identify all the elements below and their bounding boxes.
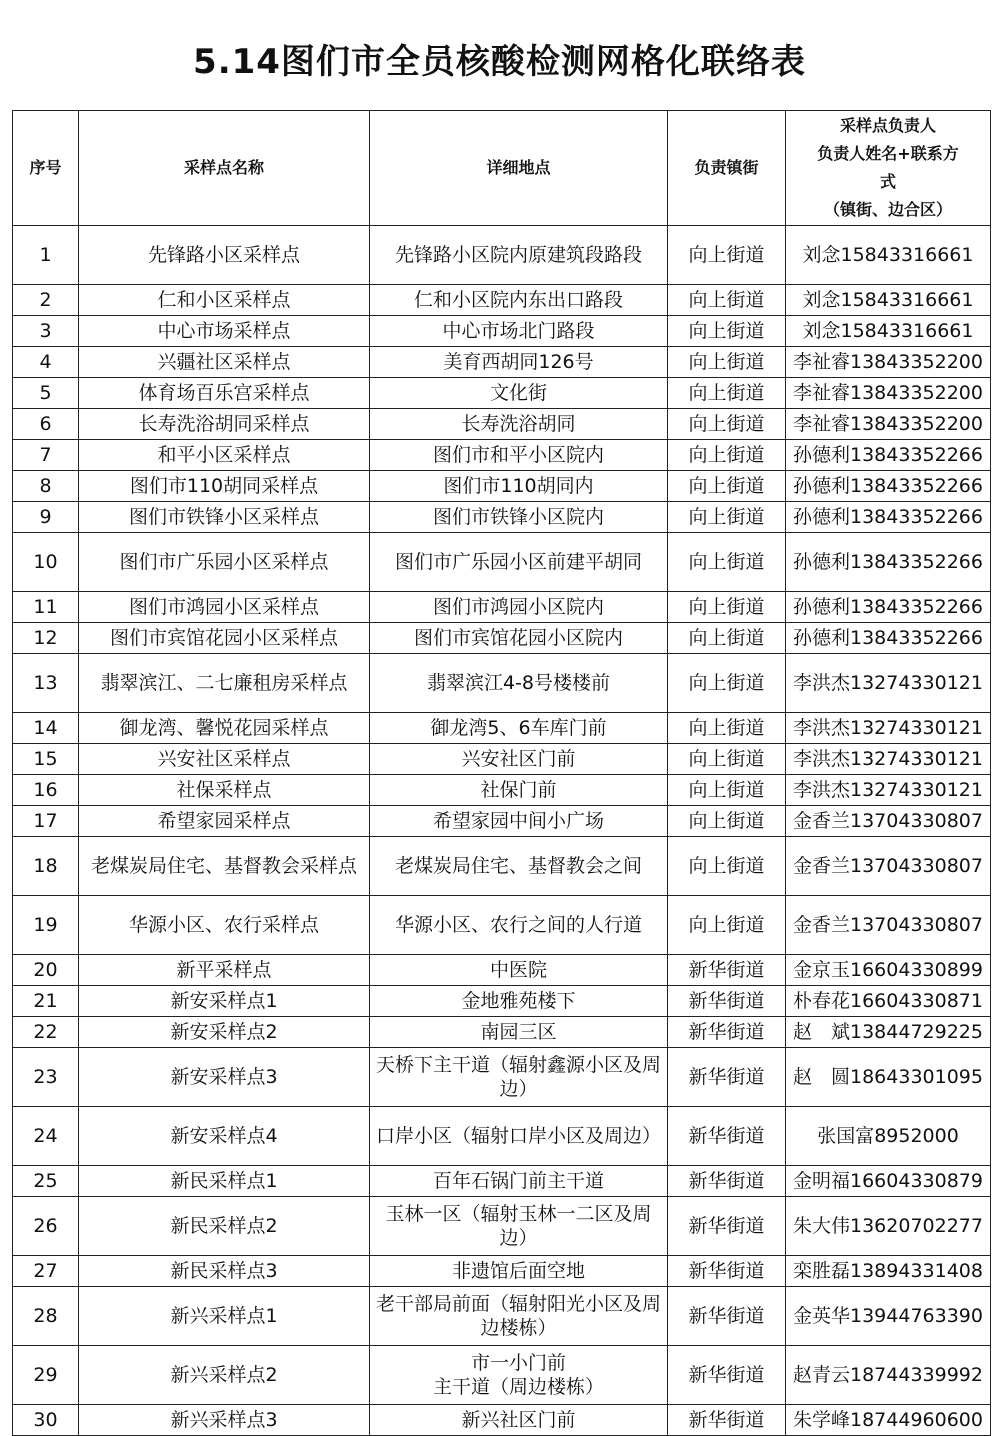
cell-address: 美育西胡同126号: [370, 347, 668, 378]
table-row: [13, 1017, 991, 1048]
cell-street: 新华街道: [668, 1346, 786, 1405]
cell-no: 2: [13, 285, 79, 316]
cell-street: 新华街道: [668, 1405, 786, 1436]
cell-no: 24: [13, 1107, 79, 1166]
cell-no: 20: [13, 955, 79, 986]
cell-address: 图们市广乐园小区前建平胡同: [370, 533, 668, 592]
cell-contact: 金京玉16604330899: [786, 955, 991, 986]
cell-contact: 孙德利13843352266: [786, 440, 991, 471]
header-address: 详细地点: [370, 111, 668, 226]
cell-address: 先锋路小区院内原建筑段路段: [370, 226, 668, 285]
table-row: [13, 744, 991, 775]
cell-site-name: 新安采样点2: [79, 1017, 370, 1048]
cell-street: 向上街道: [668, 471, 786, 502]
cell-address: 御龙湾5、6车库门前: [370, 713, 668, 744]
cell-site-name: 老煤炭局住宅、基督教会采样点: [79, 837, 370, 896]
cell-contact: 金香兰13704330807: [786, 837, 991, 896]
cell-street: 向上街道: [668, 896, 786, 955]
table-row: [13, 502, 991, 533]
cell-contact: 金明福16604330879: [786, 1166, 991, 1197]
cell-address: 图们市和平小区院内: [370, 440, 668, 471]
cell-street: 向上街道: [668, 347, 786, 378]
cell-site-name: 先锋路小区采样点: [79, 226, 370, 285]
cell-address: 图们市铁锋小区院内: [370, 502, 668, 533]
cell-address: 华源小区、农行之间的人行道: [370, 896, 668, 955]
cell-contact: 赵 斌13844729225: [786, 1017, 991, 1048]
header-contact-line-1: 采样点负责人: [839, 116, 936, 135]
cell-no: 10: [13, 533, 79, 592]
cell-address: 中医院: [370, 955, 668, 986]
table-row: [13, 1405, 991, 1436]
cell-street: 新华街道: [668, 1048, 786, 1107]
cell-no: 17: [13, 806, 79, 837]
cell-street: 向上街道: [668, 285, 786, 316]
table-row: [13, 1346, 991, 1405]
table-body: [13, 226, 991, 1436]
cell-address: 图们市110胡同内: [370, 471, 668, 502]
cell-street: 新华街道: [668, 1287, 786, 1346]
cell-site-name: 新安采样点1: [79, 986, 370, 1017]
cell-contact: 李洪杰13274330121: [786, 713, 991, 744]
cell-contact: 金香兰13704330807: [786, 896, 991, 955]
cell-address: 图们市宾馆花园小区院内: [370, 623, 668, 654]
cell-address: 百年石锅门前主干道: [370, 1166, 668, 1197]
cell-address: 老煤炭局住宅、基督教会之间: [370, 837, 668, 896]
cell-site-name: 御龙湾、馨悦花园采样点: [79, 713, 370, 744]
table-row: [13, 592, 991, 623]
cell-address: 社保门前: [370, 775, 668, 806]
cell-no: 13: [13, 654, 79, 713]
header-contact-line-2: 负责人姓名+联系方: [817, 144, 959, 163]
cell-no: 27: [13, 1256, 79, 1287]
cell-contact: 朱学峰18744960600: [786, 1405, 991, 1436]
cell-address: 天桥下主干道（辐射鑫源小区及周边）: [370, 1048, 668, 1107]
cell-site-name: 新平采样点: [79, 955, 370, 986]
cell-address: 文化街: [370, 378, 668, 409]
cell-no: 18: [13, 837, 79, 896]
cell-street: 新华街道: [668, 986, 786, 1017]
table-row: [13, 837, 991, 896]
cell-address: 希望家园中间小广场: [370, 806, 668, 837]
cell-contact: 李祉睿13843352200: [786, 347, 991, 378]
cell-contact: 刘念15843316661: [786, 226, 991, 285]
table-row: [13, 409, 991, 440]
cell-contact: 孙德利13843352266: [786, 623, 991, 654]
cell-address: 中心市场北门路段: [370, 316, 668, 347]
cell-contact: 孙德利13843352266: [786, 471, 991, 502]
cell-no: 11: [13, 592, 79, 623]
cell-address: 金地雅苑楼下: [370, 986, 668, 1017]
cell-street: 新华街道: [668, 955, 786, 986]
cell-no: 6: [13, 409, 79, 440]
cell-no: 1: [13, 226, 79, 285]
table-row: [13, 226, 991, 285]
cell-no: 29: [13, 1346, 79, 1405]
cell-no: 14: [13, 713, 79, 744]
cell-site-name: 翡翠滨江、二七廉租房采样点: [79, 654, 370, 713]
cell-no: 30: [13, 1405, 79, 1436]
cell-site-name: 图们市铁锋小区采样点: [79, 502, 370, 533]
cell-contact: 李洪杰13274330121: [786, 775, 991, 806]
contact-table: [12, 110, 991, 1436]
cell-address: 老干部局前面（辐射阳光小区及周边楼栋）: [370, 1287, 668, 1346]
cell-contact: 孙德利13843352266: [786, 592, 991, 623]
table-row: [13, 955, 991, 986]
table-row: [13, 713, 991, 744]
cell-street: 向上街道: [668, 316, 786, 347]
cell-site-name: 新兴采样点2: [79, 1346, 370, 1405]
table-row: [13, 623, 991, 654]
cell-street: 向上街道: [668, 654, 786, 713]
table-row: [13, 1287, 991, 1346]
cell-address: 非遗馆后面空地: [370, 1256, 668, 1287]
cell-street: 向上街道: [668, 837, 786, 896]
cell-contact: 李祉睿13843352200: [786, 378, 991, 409]
table-row: [13, 654, 991, 713]
cell-no: 25: [13, 1166, 79, 1197]
cell-contact: 李祉睿13843352200: [786, 409, 991, 440]
cell-address: 口岸小区（辐射口岸小区及周边）: [370, 1107, 668, 1166]
cell-site-name: 中心市场采样点: [79, 316, 370, 347]
cell-no: 15: [13, 744, 79, 775]
cell-site-name: 新民采样点1: [79, 1166, 370, 1197]
cell-street: 新华街道: [668, 1166, 786, 1197]
cell-site-name: 新安采样点3: [79, 1048, 370, 1107]
cell-no: 19: [13, 896, 79, 955]
cell-no: 5: [13, 378, 79, 409]
cell-site-name: 图们市110胡同采样点: [79, 471, 370, 502]
cell-street: 向上街道: [668, 775, 786, 806]
cell-site-name: 兴安社区采样点: [79, 744, 370, 775]
cell-site-name: 体育场百乐宫采样点: [79, 378, 370, 409]
cell-no: 16: [13, 775, 79, 806]
cell-street: 新华街道: [668, 1256, 786, 1287]
cell-street: 新华街道: [668, 1107, 786, 1166]
cell-no: 23: [13, 1048, 79, 1107]
cell-site-name: 华源小区、农行采样点: [79, 896, 370, 955]
cell-address: 玉林一区（辐射玉林一二区及周边）: [370, 1197, 668, 1256]
header-contact-line-3: 式: [879, 172, 896, 191]
header-row: [13, 111, 991, 226]
cell-contact: 朱大伟13620702277: [786, 1197, 991, 1256]
table-row: [13, 471, 991, 502]
table-row: [13, 378, 991, 409]
cell-no: 28: [13, 1287, 79, 1346]
header-street: 负责镇街: [668, 111, 786, 226]
table-row: [13, 896, 991, 955]
cell-site-name: 图们市鸿园小区采样点: [79, 592, 370, 623]
cell-street: 向上街道: [668, 623, 786, 654]
cell-street: 向上街道: [668, 744, 786, 775]
cell-site-name: 社保采样点: [79, 775, 370, 806]
cell-contact: 刘念15843316661: [786, 316, 991, 347]
cell-site-name: 图们市广乐园小区采样点: [79, 533, 370, 592]
table-row: [13, 347, 991, 378]
cell-address: 市一小门前 主干道（周边楼栋）: [370, 1346, 668, 1405]
cell-address: 仁和小区院内东出口路段: [370, 285, 668, 316]
header-contact: [786, 111, 991, 226]
cell-contact: 孙德利13843352266: [786, 533, 991, 592]
cell-contact: 金香兰13704330807: [786, 806, 991, 837]
cell-site-name: 新安采样点4: [79, 1107, 370, 1166]
cell-street: 向上街道: [668, 409, 786, 440]
table-row: [13, 285, 991, 316]
cell-site-name: 兴疆社区采样点: [79, 347, 370, 378]
cell-address: 兴安社区门前: [370, 744, 668, 775]
cell-no: 12: [13, 623, 79, 654]
cell-no: 9: [13, 502, 79, 533]
cell-contact: 朴春花16604330871: [786, 986, 991, 1017]
cell-contact: 张国富8952000: [786, 1107, 991, 1166]
cell-contact: 栾胜磊13894331408: [786, 1256, 991, 1287]
cell-no: 21: [13, 986, 79, 1017]
cell-no: 4: [13, 347, 79, 378]
table-row: [13, 806, 991, 837]
cell-no: 3: [13, 316, 79, 347]
header-name: 采样点名称: [79, 111, 370, 226]
header-contact-line-4: （镇街、边合区）: [823, 200, 952, 219]
cell-street: 向上街道: [668, 378, 786, 409]
cell-site-name: 长寿洗浴胡同采样点: [79, 409, 370, 440]
cell-no: 26: [13, 1197, 79, 1256]
cell-contact: 李洪杰13274330121: [786, 744, 991, 775]
cell-site-name: 图们市宾馆花园小区采样点: [79, 623, 370, 654]
table-row: [13, 533, 991, 592]
cell-site-name: 新兴采样点1: [79, 1287, 370, 1346]
cell-street: 向上街道: [668, 226, 786, 285]
table-row: [13, 1166, 991, 1197]
cell-contact: 孙德利13843352266: [786, 502, 991, 533]
table-row: [13, 1256, 991, 1287]
cell-contact: 赵青云18744339992: [786, 1346, 991, 1405]
table-row: [13, 775, 991, 806]
cell-contact: 金英华13944763390: [786, 1287, 991, 1346]
cell-contact: 刘念15843316661: [786, 285, 991, 316]
table-row: [13, 986, 991, 1017]
cell-street: 新华街道: [668, 1017, 786, 1048]
cell-street: 向上街道: [668, 502, 786, 533]
cell-street: 向上街道: [668, 533, 786, 592]
cell-site-name: 和平小区采样点: [79, 440, 370, 471]
cell-address: 翡翠滨江4-8号楼楼前: [370, 654, 668, 713]
cell-address: 图们市鸿园小区院内: [370, 592, 668, 623]
cell-contact: 赵 圆18643301095: [786, 1048, 991, 1107]
header-no: 序号: [13, 111, 79, 226]
cell-site-name: 新民采样点3: [79, 1256, 370, 1287]
cell-street: 向上街道: [668, 440, 786, 471]
cell-address: 南园三区: [370, 1017, 668, 1048]
table-row: [13, 1107, 991, 1166]
cell-street: 向上街道: [668, 592, 786, 623]
table-row: [13, 1048, 991, 1107]
cell-no: 22: [13, 1017, 79, 1048]
cell-street: 向上街道: [668, 713, 786, 744]
cell-site-name: 仁和小区采样点: [79, 285, 370, 316]
cell-site-name: 新民采样点2: [79, 1197, 370, 1256]
table-row: [13, 440, 991, 471]
cell-site-name: 新兴采样点3: [79, 1405, 370, 1436]
table-row: [13, 1197, 991, 1256]
table-row: [13, 316, 991, 347]
cell-no: 7: [13, 440, 79, 471]
cell-address: 新兴社区门前: [370, 1405, 668, 1436]
cell-street: 新华街道: [668, 1197, 786, 1256]
cell-address: 长寿洗浴胡同: [370, 409, 668, 440]
page-title: 5.14图们市全员核酸检测网格化联络表: [193, 42, 806, 82]
cell-no: 8: [13, 471, 79, 502]
cell-contact: 李洪杰13274330121: [786, 654, 991, 713]
cell-street: 向上街道: [668, 806, 786, 837]
cell-site-name: 希望家园采样点: [79, 806, 370, 837]
